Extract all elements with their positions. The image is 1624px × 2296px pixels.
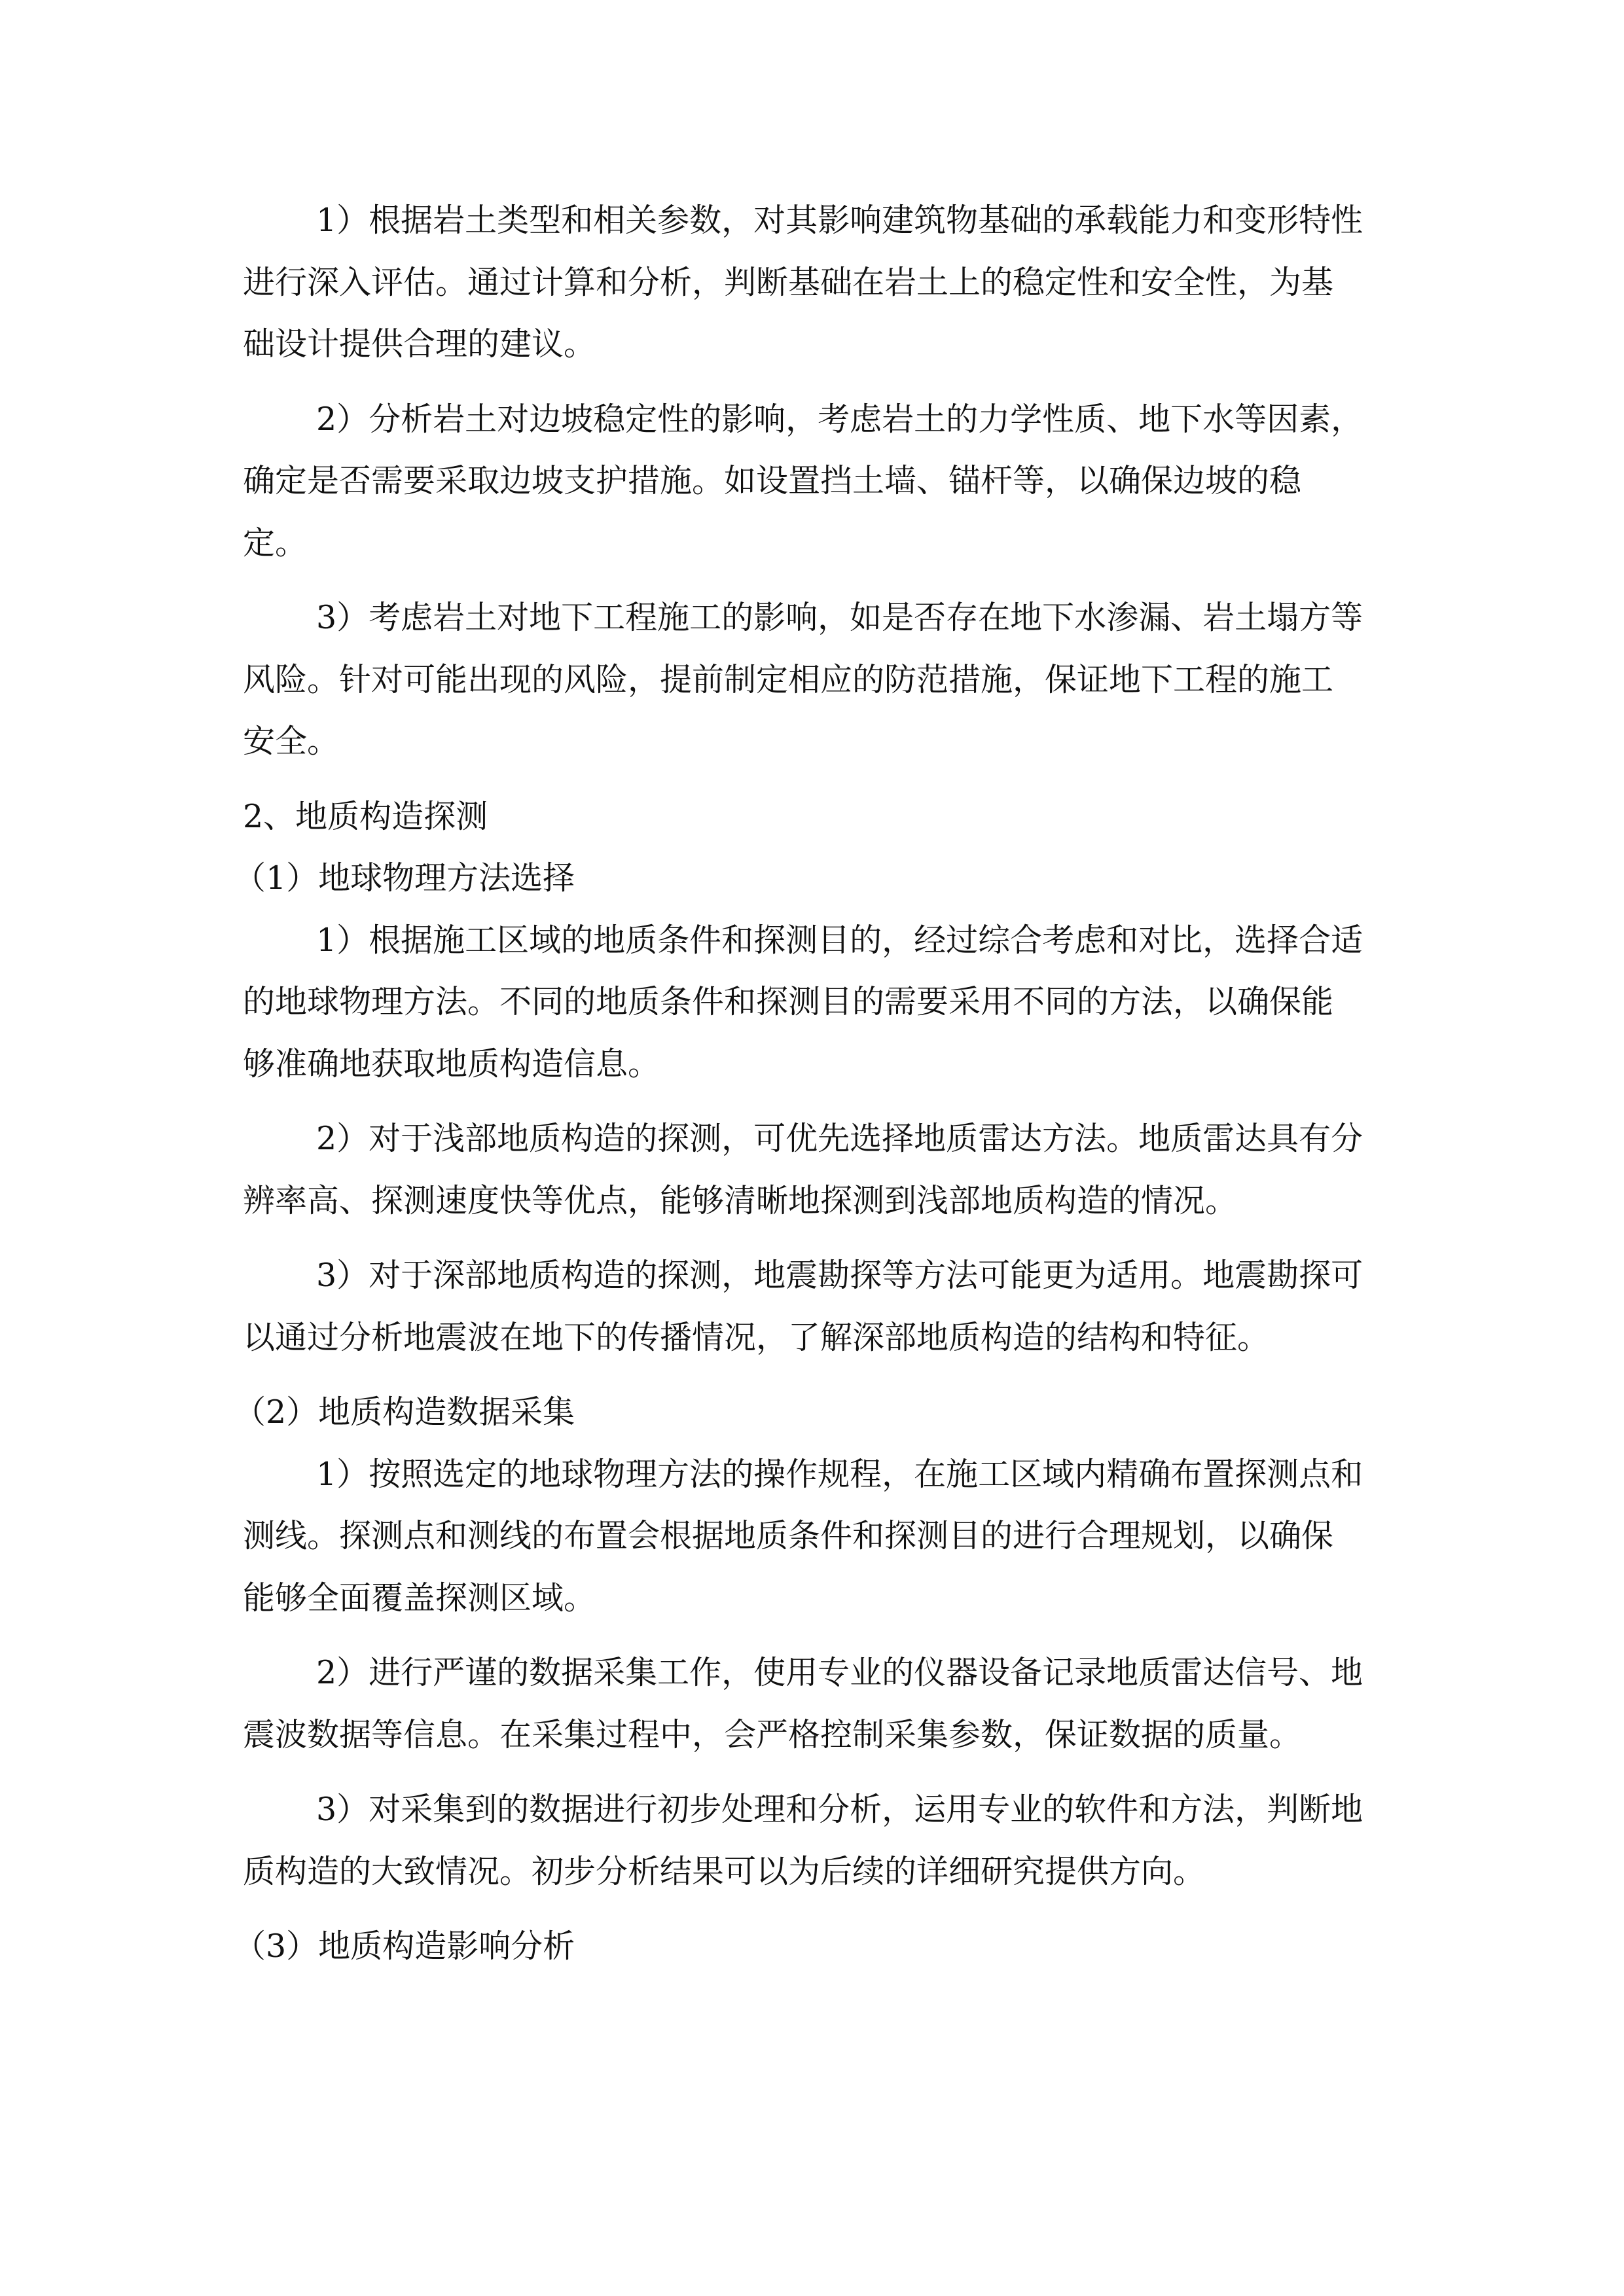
paragraph xyxy=(243,587,1388,773)
paragraph xyxy=(243,910,1388,1096)
text-line: 2、地质构造探测 xyxy=(243,797,488,835)
subsection-heading xyxy=(234,1916,1388,1978)
text-line: 1）根据施工区域的地质条件和探测目的，经过综合考虑和对比，选择合适 xyxy=(316,921,1363,959)
text-line: 震波数据等信息。在采集过程中，会严格控制采集参数，保证数据的质量。 xyxy=(243,1715,1302,1753)
paragraph xyxy=(243,1245,1388,1369)
text-line: 以通过分析地震波在地下的传播情况，了解深部地质构造的结构和特征。 xyxy=(243,1318,1270,1356)
text-line: 2）进行严谨的数据采集工作，使用专业的仪器设备记录地质雷达信号、地 xyxy=(316,1654,1363,1691)
section-heading xyxy=(243,786,1388,848)
text-line: 2）对于浅部地质构造的探测，可优先选择地质雷达方法。地质雷达具有分 xyxy=(316,1120,1363,1157)
document-page xyxy=(234,190,1388,1978)
text-line: 1）根据岩土类型和相关参数，对其影响建筑物基础的承载能力和变形特性 xyxy=(316,202,1363,239)
text-line: （3）地质构造影响分析 xyxy=(234,1928,575,1965)
text-line: 够准确地获取地质构造信息。 xyxy=(243,1045,660,1083)
text-line: 辨率高、探测速度快等优点，能够清晰地探测到浅部地质构造的情况。 xyxy=(243,1181,1238,1219)
text-line: 3）对于深部地质构造的探测，地震勘探等方法可能更为适用。地震勘探可 xyxy=(316,1257,1363,1294)
paragraph xyxy=(243,1108,1388,1232)
text-line: 确定是否需要采取边坡支护措施。如设置挡土墙、锚杆等，以确保边坡的稳 xyxy=(243,462,1302,499)
text-line: 的地球物理方法。不同的地质条件和探测目的需要采用不同的方法，以确保能 xyxy=(243,983,1334,1020)
text-line: 2）分析岩土对边坡稳定性的影响，考虑岩土的力学性质、地下水等因素， xyxy=(316,400,1363,438)
paragraph xyxy=(243,190,1388,376)
text-line: 安全。 xyxy=(243,723,340,760)
paragraph xyxy=(243,389,1388,575)
text-line: （1）地球物理方法选择 xyxy=(234,859,575,897)
text-line: 能够全面覆盖探测区域。 xyxy=(243,1579,596,1617)
text-line: 础设计提供合理的建议。 xyxy=(243,325,596,363)
subsection-heading xyxy=(234,1382,1388,1444)
paragraph xyxy=(243,1444,1388,1630)
text-line: 定。 xyxy=(243,524,308,562)
text-line: （2）地质构造数据采集 xyxy=(234,1393,575,1431)
paragraph xyxy=(243,1642,1388,1766)
text-line: 测线。探测点和测线的布置会根据地质条件和探测目的进行合理规划，以确保 xyxy=(243,1517,1334,1554)
subsection-heading xyxy=(234,848,1388,910)
text-line: 3）对采集到的数据进行初步处理和分析，运用专业的软件和方法，判断地 xyxy=(316,1791,1363,1828)
text-line: 3）考虑岩土对地下工程施工的影响，如是否存在地下水渗漏、岩土塌方等 xyxy=(316,599,1363,636)
text-line: 质构造的大致情况。初步分析结果可以为后续的详细研究提供方向。 xyxy=(243,1852,1206,1890)
paragraph xyxy=(243,1779,1388,1903)
text-line: 1）按照选定的地球物理方法的操作规程，在施工区域内精确布置探测点和 xyxy=(316,1455,1363,1493)
text-line: 风险。针对可能出现的风险，提前制定相应的防范措施，保证地下工程的施工 xyxy=(243,660,1334,698)
text-line: 进行深入评估。通过计算和分析，判断基础在岩土上的稳定性和安全性，为基 xyxy=(243,263,1334,301)
